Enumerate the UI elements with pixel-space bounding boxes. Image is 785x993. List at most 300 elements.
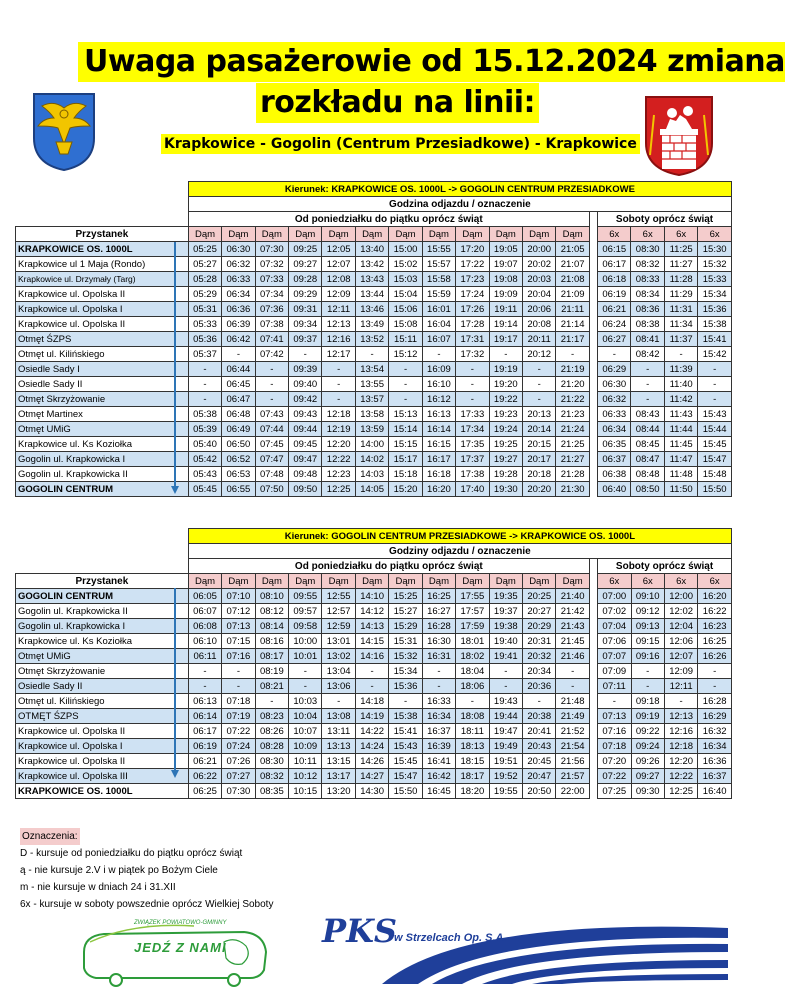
gap-cell (589, 784, 597, 799)
departure-time: 15:20 (389, 482, 422, 497)
departure-time: 15:59 (422, 287, 455, 302)
stop-name: Osiedle Sady I (16, 362, 189, 377)
departure-time: - (523, 392, 556, 407)
departure-time: 09:19 (631, 709, 664, 724)
bus-logo-arc-text: ZWIĄZEK POWIATOWO-GMINNY (134, 920, 227, 926)
legend-item-d: D - kursuje od poniedziałku do piątku oprócz świąt (20, 848, 243, 859)
departure-time: 20:14 (523, 422, 556, 437)
departure-time: 11:48 (664, 467, 697, 482)
blank-cell (16, 197, 189, 212)
departure-time: 10:15 (289, 784, 322, 799)
departure-time: 07:24 (222, 739, 255, 754)
course-code: Dąm (456, 574, 489, 589)
gap-cell (589, 604, 597, 619)
departure-time: 20:15 (523, 437, 556, 452)
departure-time: 10:04 (289, 709, 322, 724)
departure-time: 12:22 (664, 769, 697, 784)
departure-time: 15:31 (389, 634, 422, 649)
departure-time: - (456, 377, 489, 392)
departure-time: 09:42 (289, 392, 322, 407)
table-row (16, 257, 732, 272)
departure-time: 05:25 (188, 242, 221, 257)
departure-time: 09:28 (289, 272, 322, 287)
departure-time: 17:59 (456, 619, 489, 634)
departure-time: 07:15 (222, 634, 255, 649)
departure-time: 12:20 (664, 754, 697, 769)
departure-time: 06:10 (188, 634, 221, 649)
table-row (16, 649, 732, 664)
departure-time: 14:16 (355, 649, 388, 664)
departure-time: 12:17 (322, 347, 355, 362)
departure-time: 12:04 (664, 619, 697, 634)
departure-time: - (631, 362, 664, 377)
departure-time: 19:51 (489, 754, 522, 769)
table-row (16, 302, 732, 317)
departure-time: 19:19 (489, 362, 522, 377)
departure-time: 15:45 (389, 754, 422, 769)
stop-name: Gogolin ul. Krapkowicka I (16, 619, 189, 634)
departure-time: 17:26 (456, 302, 489, 317)
departure-time: 15:03 (389, 272, 422, 287)
departure-time: 15:29 (389, 619, 422, 634)
departure-time: 20:04 (523, 287, 556, 302)
departure-time: 06:19 (188, 739, 221, 754)
departure-time: 16:41 (422, 754, 455, 769)
departure-time: 09:50 (289, 482, 322, 497)
departure-time: 21:40 (556, 589, 589, 604)
table-row (16, 287, 732, 302)
stop-name: Krapkowice ul. Opolska II (16, 317, 189, 332)
direction-arrow-down-icon-2 (171, 770, 179, 778)
course-code: 6x (698, 227, 732, 242)
departure-time: 16:31 (422, 649, 455, 664)
gap-cell (589, 257, 597, 272)
departure-time: - (255, 377, 288, 392)
blank-cell (16, 212, 189, 227)
departure-time: 19:47 (489, 724, 522, 739)
departure-time: 07:02 (598, 604, 631, 619)
departure-time: 07:10 (222, 589, 255, 604)
table-row (16, 377, 732, 392)
course-code: 6x (598, 227, 631, 242)
departure-time: 21:14 (556, 317, 589, 332)
departure-time: 14:13 (355, 619, 388, 634)
departure-time: 21:23 (556, 407, 589, 422)
gap-cell (589, 362, 597, 377)
departure-time: 07:16 (222, 649, 255, 664)
departure-time: 06:50 (222, 437, 255, 452)
pks-logo-subtext: w Strzelcach Op. S.A. (394, 932, 507, 944)
departure-time: 19:11 (489, 302, 522, 317)
gap-cell (589, 407, 597, 422)
table-row (16, 437, 732, 452)
departure-time: 12:22 (322, 452, 355, 467)
departure-time: 09:24 (631, 739, 664, 754)
departure-time: 07:22 (598, 769, 631, 784)
table-row (16, 317, 732, 332)
departure-time: - (631, 664, 664, 679)
departure-time: 13:57 (355, 392, 388, 407)
course-code: Dąm (322, 574, 355, 589)
departure-time: 21:43 (556, 619, 589, 634)
table-row (16, 332, 732, 347)
gap-cell (589, 634, 597, 649)
departure-time: 12:11 (664, 679, 697, 694)
departure-time: 07:07 (598, 649, 631, 664)
stop-name: Otmęt ul. Kilińskiego (16, 347, 189, 362)
departure-time: 06:17 (598, 257, 631, 272)
pks-logo (322, 908, 728, 984)
departure-time: 15:55 (422, 242, 455, 257)
departure-time: 11:39 (664, 362, 697, 377)
departure-time: 16:34 (422, 709, 455, 724)
departure-time: 16:14 (422, 422, 455, 437)
departure-time: 06:13 (188, 694, 221, 709)
stop-name: Otmęt Skrzyżowanie (16, 664, 189, 679)
departure-time: 16:13 (422, 407, 455, 422)
departure-time: - (188, 362, 221, 377)
departure-time: 19:27 (489, 452, 522, 467)
departure-time: 14:15 (355, 634, 388, 649)
gap-cell (589, 724, 597, 739)
gap-cell (589, 769, 597, 784)
departure-time: 06:33 (222, 272, 255, 287)
departure-time: 20:31 (523, 634, 556, 649)
departure-time: 18:17 (456, 769, 489, 784)
departure-time: 08:42 (631, 347, 664, 362)
stop-name: Krapkowice ul. Opolska I (16, 739, 189, 754)
departure-time: 12:59 (322, 619, 355, 634)
stop-name: KRAPKOWICE OS. 1000L (16, 242, 189, 257)
gap-cell (589, 287, 597, 302)
departure-time: - (422, 679, 455, 694)
stop-name: Osiedle Sady II (16, 377, 189, 392)
departure-time: 08:12 (255, 604, 288, 619)
departure-time: 18:04 (456, 664, 489, 679)
departure-time: 16:20 (698, 589, 732, 604)
table-row (16, 407, 732, 422)
departure-time: - (222, 679, 255, 694)
timetable-return (15, 528, 732, 799)
departure-time: - (664, 347, 697, 362)
departure-time: - (389, 362, 422, 377)
departure-time: 05:29 (188, 287, 221, 302)
departure-time: 15:33 (698, 272, 732, 287)
departure-time: 21:49 (556, 709, 589, 724)
departure-time: 06:53 (222, 467, 255, 482)
departure-time: 07:50 (255, 482, 288, 497)
stop-name: Gogolin ul. Krapkowicka II (16, 467, 189, 482)
departure-time: 08:30 (255, 754, 288, 769)
course-code: Dąm (523, 574, 556, 589)
departure-time: 16:10 (422, 377, 455, 392)
departure-time: 06:14 (188, 709, 221, 724)
gap-cell (589, 694, 597, 709)
departure-time: 09:18 (631, 694, 664, 709)
departure-time: 08:32 (255, 769, 288, 784)
course-code: Dąm (456, 227, 489, 242)
departure-time: 20:17 (523, 452, 556, 467)
departure-time: 06:35 (598, 437, 631, 452)
table-row (16, 482, 732, 497)
departure-time: 13:40 (355, 242, 388, 257)
departure-time: 08:17 (255, 649, 288, 664)
departure-time: 19:05 (489, 242, 522, 257)
departure-time: 08:45 (631, 437, 664, 452)
departure-time: 15:27 (389, 604, 422, 619)
departure-time: 15:57 (422, 257, 455, 272)
departure-time: 12:25 (322, 482, 355, 497)
departure-time: 16:12 (422, 392, 455, 407)
departure-time: 07:19 (222, 709, 255, 724)
departure-time: 16:04 (422, 317, 455, 332)
departure-time: 20:34 (523, 664, 556, 679)
departure-time: 07:22 (222, 724, 255, 739)
table-row (16, 422, 732, 437)
departure-time: 06:38 (598, 467, 631, 482)
course-code: Dąm (255, 227, 288, 242)
departure-time: - (523, 694, 556, 709)
departure-time: 09:40 (289, 377, 322, 392)
departure-time: 07:36 (255, 302, 288, 317)
departure-time: 14:26 (355, 754, 388, 769)
departure-time: 19:40 (489, 634, 522, 649)
departure-time: 15:34 (698, 287, 732, 302)
saturday-label: Soboty oprócz świąt (598, 212, 732, 227)
departure-time: 11:40 (664, 377, 697, 392)
departure-time: 13:42 (355, 257, 388, 272)
departure-time: 19:09 (489, 287, 522, 302)
times-subheader: Godziny odjazdu / oznaczenie (188, 544, 731, 559)
departure-time: 12:16 (664, 724, 697, 739)
departure-time: - (698, 362, 732, 377)
departure-time: 11:42 (664, 392, 697, 407)
departure-time: 06:30 (222, 242, 255, 257)
departure-time: 15:58 (422, 272, 455, 287)
departure-time: 08:48 (631, 467, 664, 482)
departure-time: 11:27 (664, 257, 697, 272)
departure-time: 17:28 (456, 317, 489, 332)
departure-time: - (664, 694, 697, 709)
departure-time: 09:31 (289, 302, 322, 317)
gap-cell (589, 392, 597, 407)
departure-time: 06:34 (222, 287, 255, 302)
departure-time: 20:38 (523, 709, 556, 724)
stop-header: Przystanek (16, 227, 189, 242)
weekday-label: Od poniedziałku do piątku oprócz świąt (188, 559, 589, 574)
departure-time: 19:37 (489, 604, 522, 619)
departure-time: 13:01 (322, 634, 355, 649)
departure-time: 12:18 (322, 407, 355, 422)
departure-time: 15:08 (389, 317, 422, 332)
stop-name: Krapkowice ul. Opolska II (16, 724, 189, 739)
gap-cell (589, 302, 597, 317)
departure-time: 20:47 (523, 769, 556, 784)
departure-time: 09:22 (631, 724, 664, 739)
departure-time: 19:22 (489, 392, 522, 407)
departure-time: 16:40 (698, 784, 732, 799)
departure-time: 19:20 (489, 377, 522, 392)
departure-time: 08:36 (631, 302, 664, 317)
departure-time: 06:42 (222, 332, 255, 347)
departure-time: 12:07 (664, 649, 697, 664)
departure-time: 05:28 (188, 272, 221, 287)
departure-time: 10:12 (289, 769, 322, 784)
departure-time: 15:41 (389, 724, 422, 739)
departure-time: 20:00 (523, 242, 556, 257)
departure-time: 07:34 (255, 287, 288, 302)
departure-time: - (523, 377, 556, 392)
departure-time: 16:39 (422, 739, 455, 754)
departure-time: 06:32 (222, 257, 255, 272)
departure-time: 15:30 (698, 242, 732, 257)
departure-time: 06:47 (222, 392, 255, 407)
departure-time: 16:25 (422, 589, 455, 604)
departure-time: - (322, 377, 355, 392)
departure-time: 21:28 (556, 467, 589, 482)
departure-time: 15:14 (389, 422, 422, 437)
departure-time: 10:00 (289, 634, 322, 649)
departure-time: 14:30 (355, 784, 388, 799)
departure-time: 15:47 (698, 452, 732, 467)
gap-cell (589, 437, 597, 452)
departure-time: 07:41 (255, 332, 288, 347)
departure-time: 19:23 (489, 407, 522, 422)
departure-time: 09:43 (289, 407, 322, 422)
gap-cell (589, 482, 597, 497)
stop-name: Gogolin ul. Krapkowicka II (16, 604, 189, 619)
table-row (16, 347, 732, 362)
departure-time: 08:41 (631, 332, 664, 347)
course-code: 6x (664, 574, 697, 589)
course-code: Dąm (556, 227, 589, 242)
departure-time: 21:07 (556, 257, 589, 272)
departure-time: 09:57 (289, 604, 322, 619)
course-code: Dąm (188, 574, 221, 589)
departure-time: 12:19 (322, 422, 355, 437)
departure-time: 15:38 (698, 317, 732, 332)
departure-time: 13:46 (355, 302, 388, 317)
departure-time: 07:45 (255, 437, 288, 452)
departure-time: 19:44 (489, 709, 522, 724)
departure-time: 15:13 (389, 407, 422, 422)
departure-time: - (456, 694, 489, 709)
table-row (16, 769, 732, 784)
table-row (16, 739, 732, 754)
table-row (16, 694, 732, 709)
departure-time: 20:11 (523, 332, 556, 347)
departure-time: 11:43 (664, 407, 697, 422)
departure-time: 21:27 (556, 452, 589, 467)
departure-time: 07:42 (255, 347, 288, 362)
departure-time: 12:08 (322, 272, 355, 287)
departure-time: 08:34 (631, 287, 664, 302)
departure-time: 17:57 (456, 604, 489, 619)
departure-time: 15:32 (698, 257, 732, 272)
departure-time: - (556, 664, 589, 679)
departure-time: 21:45 (556, 634, 589, 649)
gap-cell (589, 754, 597, 769)
departure-time: 10:03 (289, 694, 322, 709)
course-code: Dąm (389, 227, 422, 242)
departure-time: 12:06 (664, 634, 697, 649)
departure-time: 20:13 (523, 407, 556, 422)
stop-name: Otmęt Martinex (16, 407, 189, 422)
legend (20, 828, 273, 913)
departure-time: 08:30 (631, 242, 664, 257)
departure-time: 08:47 (631, 452, 664, 467)
departure-time: 15:00 (389, 242, 422, 257)
departure-time: - (631, 392, 664, 407)
departure-time: 20:25 (523, 589, 556, 604)
departure-time: 13:11 (322, 724, 355, 739)
departure-time: 12:00 (664, 589, 697, 604)
weekday-label: Od poniedziałku do piątku oprócz świąt (188, 212, 589, 227)
departure-time: 09:48 (289, 467, 322, 482)
gap-cell (589, 574, 597, 589)
departure-time: 14:10 (355, 589, 388, 604)
departure-time: 08:14 (255, 619, 288, 634)
departure-time: 06:39 (222, 317, 255, 332)
departure-time: 06:44 (222, 362, 255, 377)
departure-time: 15:02 (389, 257, 422, 272)
departure-time: 07:09 (598, 664, 631, 679)
departure-time: 16:23 (698, 619, 732, 634)
course-code: Dąm (422, 227, 455, 242)
departure-time: 07:33 (255, 272, 288, 287)
legend-title: Oznaczenia: (20, 828, 80, 845)
departure-time: 21:11 (556, 302, 589, 317)
departure-time: 09:34 (289, 317, 322, 332)
departure-time: 14:22 (355, 724, 388, 739)
departure-time: 08:26 (255, 724, 288, 739)
departure-time: 16:30 (422, 634, 455, 649)
departure-time: 16:37 (698, 769, 732, 784)
departure-time: 15:36 (389, 679, 422, 694)
departure-time: 09:58 (289, 619, 322, 634)
bus-logo-text: JEDŹ Z NAMI (134, 940, 227, 955)
departure-time: 21:56 (556, 754, 589, 769)
departure-time: 11:50 (664, 482, 697, 497)
departure-time: 15:12 (389, 347, 422, 362)
gap-cell (589, 422, 597, 437)
departure-time: 20:43 (523, 739, 556, 754)
course-code: Dąm (355, 574, 388, 589)
departure-time: 13:52 (355, 332, 388, 347)
departure-time: 07:13 (598, 709, 631, 724)
departure-time: 21:42 (556, 604, 589, 619)
departure-time: 13:02 (322, 649, 355, 664)
departure-time: 06:25 (188, 784, 221, 799)
departure-time: 13:54 (355, 362, 388, 377)
departure-time: 20:45 (523, 754, 556, 769)
departure-time: 15:45 (698, 437, 732, 452)
departure-time: 12:07 (322, 257, 355, 272)
course-code: Dąm (222, 227, 255, 242)
legend-item-a: ą - nie kursuje 2.V i w piątek po Bożym Ciele (20, 865, 218, 876)
gap-cell (589, 679, 597, 694)
departure-time: - (222, 347, 255, 362)
gap-cell (589, 317, 597, 332)
departure-time: - (422, 664, 455, 679)
gap-cell (589, 227, 597, 242)
departure-time: 08:44 (631, 422, 664, 437)
departure-time: 06:36 (222, 302, 255, 317)
departure-time: 16:36 (698, 754, 732, 769)
stop-name: GOGOLIN CENTRUM (16, 482, 189, 497)
course-code: Dąm (489, 574, 522, 589)
departure-time: - (355, 679, 388, 694)
